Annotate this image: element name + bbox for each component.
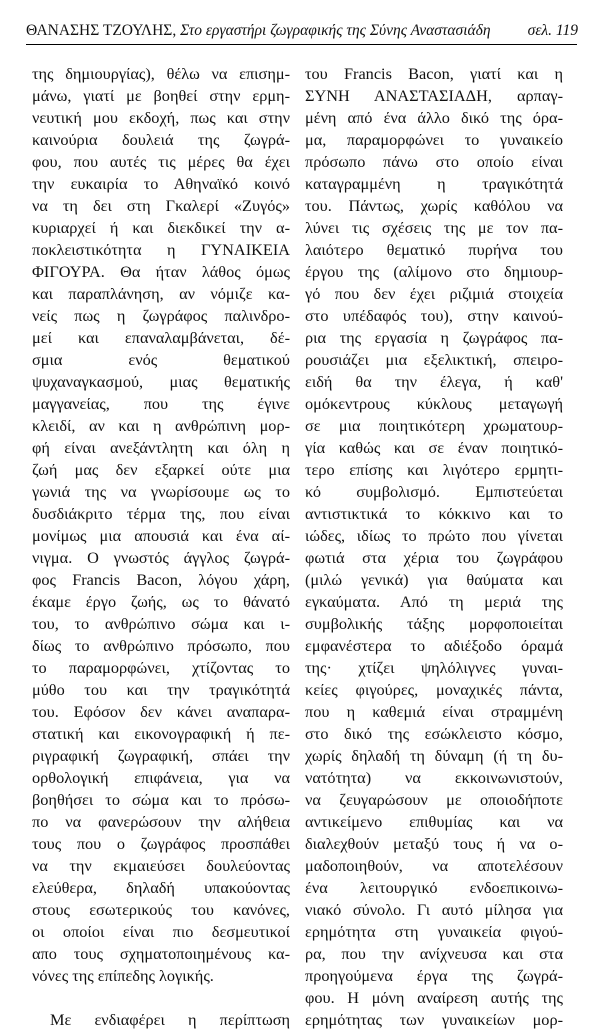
- text-line: σε μια ποιητικότερη χρωματουρ-: [305, 416, 563, 435]
- text-line: το παραμορφώνει, χτίζοντας το: [32, 658, 290, 677]
- text-line: τερο επίσης και λιγότερο ερμητι-: [305, 460, 563, 479]
- text-line: βοηθήσει το σώμα και το πρόσω-: [32, 790, 290, 809]
- text-line: να τη δει στη Γκαλερί «Ζυγός»: [32, 196, 290, 215]
- header-author: ΘΑΝΑΣΗΣ ΤΖΟΥΛΗΣ,: [26, 22, 177, 39]
- text-line: κυριαρχεί ή και διεκδικεί την α-: [32, 218, 290, 237]
- paragraph-gap: [32, 987, 290, 1009]
- text-line: ειδή θα την έλεγα, ή καθ': [305, 372, 563, 391]
- text-line: κείες φιγούρες, μοναχικές πάντα,: [305, 680, 563, 699]
- text-line: απο τους σχηματοποιημένους κα-: [32, 944, 290, 963]
- text-line: του. Εφόσον δεν κάνει αναπαρα-: [32, 702, 290, 721]
- text-line: και παραπλάνηση, αν νόμιζε κα-: [32, 284, 290, 303]
- text-line: καταγραμμένη η τραγικότητά: [305, 174, 563, 193]
- text-line: της δημιουργίας), θέλω να επισημ-: [32, 64, 290, 83]
- text-line: έργου της (αλίμονο στο δημιουρ-: [305, 262, 563, 281]
- text-line: μένη από ένα άλλο δικό της όρα-: [305, 108, 563, 127]
- text-line: δίως το ανθρώπινο πρόσωπο, που: [32, 636, 290, 655]
- text-line: να ζευγαρώσουν με οποιοδήποτε: [305, 790, 563, 809]
- text-line: νατότητα) να εκκοινωνιστούν,: [305, 768, 563, 787]
- text-line: κό συμβολισμό. Εμπιστεύεται: [305, 482, 563, 501]
- text-line: ερημότητα στη γυναικεία φιγού-: [305, 922, 563, 941]
- text-line: νείς πως η ζωγράφος παλινδρο-: [32, 306, 290, 325]
- text-line: μεί και επαναλαμβάνεται, δέ-: [32, 328, 290, 347]
- text-line: πο να φανερώσουν την αλήθεια: [32, 812, 290, 831]
- running-header: [26, 21, 578, 41]
- text-line: ελεύθερα, δηλαδή υπακούοντας: [32, 878, 290, 897]
- text-line: εμφανέστερα το αδιέξοδο όραμά: [305, 636, 563, 655]
- text-line: μαδοποιηθούν, να αποτελέσουν: [305, 856, 563, 875]
- text-line: στατική και εικονογραφική ή πε-: [32, 724, 290, 743]
- text-line: εγκαύματα. Από τη μεριά της: [305, 592, 563, 611]
- text-line: φή είναι ανεξάντλητη και όλη η: [32, 438, 290, 457]
- text-line: ιώδες, ιδίως το πρώτο που γίνεται: [305, 526, 563, 545]
- text-line: ψυχαναγκασμού, μιας θεματικής: [32, 372, 290, 391]
- text-line: της· χτίζει ψηλόλιγνες γυναι-: [305, 658, 563, 677]
- text-line: μάνω, γιατί με βοηθεί στην ερμη-: [32, 86, 290, 105]
- text-line: έκαμε έργο ζωής, ως το θάνατό: [32, 592, 290, 611]
- text-line: ρα, που την ανίχνευσα και στα: [305, 944, 563, 963]
- text-line: νιακό σύνολο. Γι αυτό μίλησα για: [305, 900, 563, 919]
- text-line: τους που ο ζωγράφος προσπάθει: [32, 834, 290, 853]
- text-line: ερημότητας των γυναικείων μορ-: [305, 1010, 563, 1029]
- text-line: στο δικό της εσώκλειστο κόσμο,: [305, 724, 563, 743]
- text-line: νευτική μου εκδοχή, πως και στην: [32, 108, 290, 127]
- text-line: οι οποίοι είναι πιο δεσμευτικοί: [32, 922, 290, 941]
- text-line: ορθολογική επιφάνεια, για να: [32, 768, 290, 787]
- text-line: ποκλειστικότητα η ΓΥΝΑΙΚΕΙΑ: [32, 240, 290, 259]
- text-line: του, το ανθρώπινο σώμα και ι-: [32, 614, 290, 633]
- text-line: νιγμα. Ο γνωστός άγγλος ζωγρά-: [32, 548, 290, 567]
- text-line: να την εκμαιεύσει δουλεύοντας: [32, 856, 290, 875]
- text-line: συμβολικής τάξης μορφοποιείται: [305, 614, 563, 633]
- text-line: που η καθεμιά είναι στραμμένη: [305, 702, 563, 721]
- text-line: ρουσιάζει μια εξελικτική, σπειρο-: [305, 350, 563, 369]
- text-line: λαιότερο θεματικό πυρήνα του: [305, 240, 563, 259]
- text-line: μαγγανείας, που της έγινε: [32, 394, 290, 413]
- header-left: [26, 21, 491, 41]
- right-column: [305, 63, 563, 1031]
- text-line: πρόσωπο πάνω στο οποίο είναι: [305, 152, 563, 171]
- text-line: φου, που αυτές τις μέρες θα έχει: [32, 152, 290, 171]
- text-line: γωνιά της να γνωρίσουμε ως το: [32, 482, 290, 501]
- text-line: στο υπέδαφός του), στην καινού-: [305, 306, 563, 325]
- text-line: σμια ενός θεματικού: [32, 350, 290, 369]
- text-line: ΦΙΓΟΥΡΑ. Θα ήταν λάθος όμως: [32, 262, 290, 281]
- text-line: αντιστικτικά το κόκκινο και το: [305, 504, 563, 523]
- text-line: την ευκαιρία το Αθηναϊκό κοινό: [32, 174, 290, 193]
- text-line: ΣΥΝΗ ΑΝΑΣΤΑΣΙΑΔΗ, αρπαγ-: [305, 86, 563, 105]
- text-line: ένα λειτουργικό ενδοεπικοινω-: [305, 878, 563, 897]
- text-line: καινούρια δουλειά της ζωγρά-: [32, 130, 290, 149]
- text-line: κλειδί, αν και η ανθρώπινη μορ-: [32, 416, 290, 435]
- text-line: ζωή μας δεν εξαρκεί ούτε μια: [32, 460, 290, 479]
- text-line: μα, παραμορφώνει το γυναικείο: [305, 130, 563, 149]
- text-line: διαλεχθούν μεταξύ τους ή να ο-: [305, 834, 563, 853]
- text-line: δυσδιάκριτο τέρμα της, που είναι: [32, 504, 290, 523]
- left-column: [32, 63, 290, 1031]
- text-line: φου. Η μόνη αναίρεση αυτής της: [305, 988, 563, 1007]
- text-line: φωτιά στα χέρια του ζωγράφου: [305, 548, 563, 567]
- text-line: μύθο του και την τραγικότητά: [32, 680, 290, 699]
- page-number: σελ. 119: [527, 22, 578, 39]
- text-line: χωρίς δηλαδή τη δύναμη (ή τη δυ-: [305, 746, 563, 765]
- text-line: γία καθώς και σε έναν ποιητικό-: [305, 438, 563, 457]
- header-title: Στο εργαστήρι ζωγραφικής της Σύνης Αναστασιάδη: [180, 22, 491, 39]
- text-line: λύνει τις σχέσεις της με τον πα-: [305, 218, 563, 237]
- text-line: ρια της εργασία η ζωγράφος πα-: [305, 328, 563, 347]
- text-line: προηγούμενα έργα της ζωγρά-: [305, 966, 563, 985]
- text-line: γό που δεν έχει ριζιμιά στοιχεία: [305, 284, 563, 303]
- text-line: του Francis Bacon, γιατί και η: [305, 64, 563, 83]
- text-line: του. Πάντως, χωρίς καθόλου να: [305, 196, 563, 215]
- text-line: φος Francis Bacon, λόγου χάρη,: [32, 570, 290, 589]
- text-line: Με ενδιαφέρει η περίπτωση: [50, 1010, 290, 1029]
- text-line: μονίμως μια απουσιά και ένα αί-: [32, 526, 290, 545]
- text-line: ριγραφική ζωγραφική, σπάει την: [32, 746, 290, 765]
- text-line: ομόκεντρους κύκλους μεταγωγή: [305, 394, 563, 413]
- text-line: νόνες της επίπεδης λογικής.: [32, 966, 214, 985]
- text-line: (μιλώ γενικά) για θαύματα και: [305, 570, 563, 589]
- header-rule: [26, 44, 577, 45]
- text-line: στους εσωτερικούς του κανόνες,: [32, 900, 290, 919]
- text-line: αντικείμενο επιθυμίας και να: [305, 812, 563, 831]
